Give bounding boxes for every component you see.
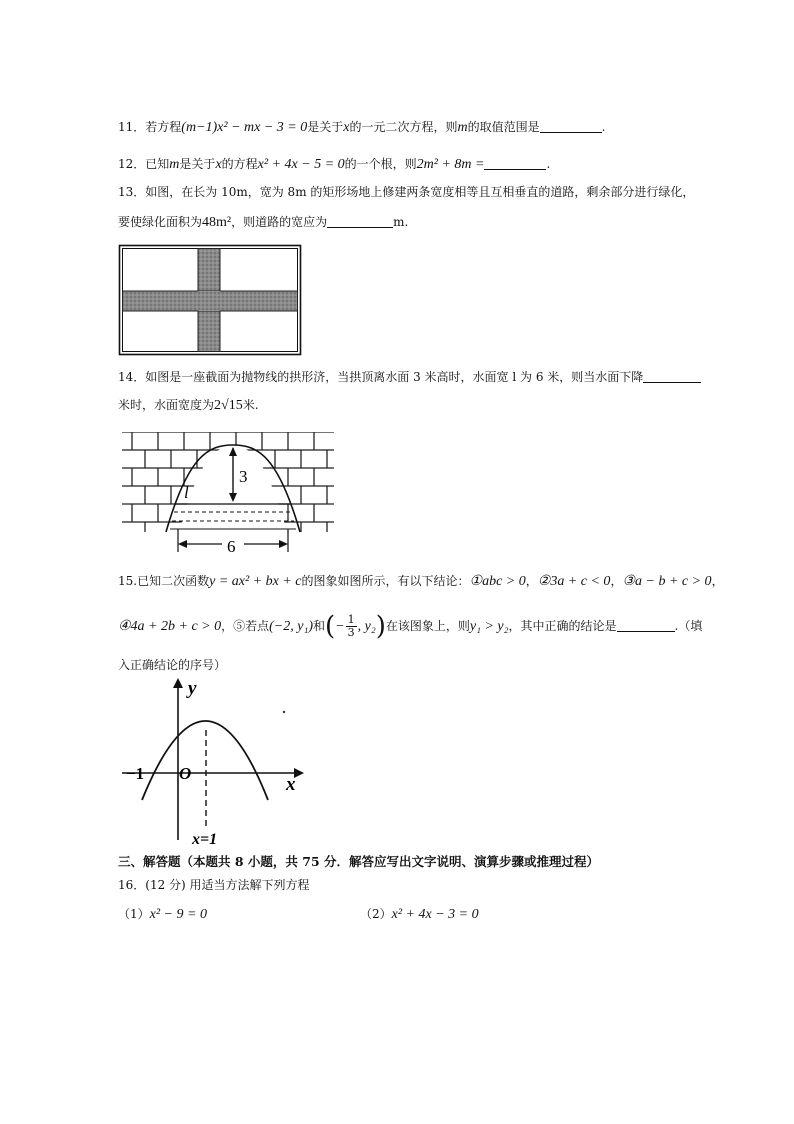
water-width-label: l xyxy=(184,483,189,502)
origin-label: O xyxy=(179,764,192,783)
answer-blank[interactable] xyxy=(484,156,546,170)
question-text: 的方程 xyxy=(221,157,258,171)
answer-blank[interactable] xyxy=(617,618,675,632)
x-axis-label: x xyxy=(286,774,296,795)
question-text: 是关于 xyxy=(307,120,344,134)
question-number: 11． xyxy=(118,120,146,134)
fraction: $\frac{1}{3}$ xyxy=(347,613,355,639)
equation: y = ax² + bx + c xyxy=(209,574,302,589)
point-1: (−2, y₁) xyxy=(269,619,313,634)
conclusion-4: ④4a + 2b + c > 0 xyxy=(118,619,222,634)
question-text: 已知 xyxy=(145,157,170,171)
height-label: 3 xyxy=(239,467,248,486)
tick-label-neg1: −1 xyxy=(126,764,145,783)
question-text: 米. xyxy=(242,398,259,412)
field-figure xyxy=(118,244,302,356)
question-number: 15. xyxy=(118,574,138,588)
question-text: 在该图象上，则 xyxy=(385,619,470,633)
question-text: .（填 xyxy=(674,619,703,633)
question-text: 如图，在长为 10m，宽为 8m 的矩形场地上修建两条宽度相等且互相垂直的道路，剩余部分进行绿化， xyxy=(145,185,695,199)
part-label: （1） xyxy=(118,907,150,921)
question-text: 的图象如图所示，有以下结论： xyxy=(301,574,470,588)
symmetry-axis-label: x=1 xyxy=(192,831,218,848)
punctuation: . xyxy=(546,157,551,171)
question-16-part1 xyxy=(118,905,207,924)
question-13 xyxy=(118,183,694,201)
question-text: 如图是一座截面为抛物线的拱形济，当拱顶离水面 3 米高时，水面宽 l 为 6 米，则当水面下降 xyxy=(145,370,644,384)
arrow-head xyxy=(229,447,237,456)
question-15: 15.已知二次函数y = ax² + bx + c的图象如图所示，有以下结论：①abc > 0，②3a + c < 0，③a − b + c > 0， xyxy=(118,574,724,589)
question-16-part2 xyxy=(360,905,479,924)
expression: 2m² + 8m = xyxy=(416,157,485,172)
question-13-line2 xyxy=(118,213,408,232)
conclusion-3: ③a − b + c > 0 xyxy=(622,574,712,589)
parabola-curve xyxy=(142,721,268,800)
question-text: ，其中正确的结论是 xyxy=(508,619,617,633)
question-12 xyxy=(118,155,550,174)
conclusion-1: ①abc > 0 xyxy=(469,574,526,589)
answer-blank[interactable] xyxy=(643,369,701,383)
brick-wall xyxy=(122,432,334,532)
question-15-line2: ④4a + 2b + c > 0，⑤若点(−2, y₁)和(− $\frac{1}{3}$ , y₂)在该图象上，则y₁ > y₂，其中正确的结论是 .（填 xyxy=(118,611,703,642)
width-value: 2√15 xyxy=(214,398,243,413)
width-label: 6 xyxy=(227,537,236,556)
question-16-stem: 16．(12 分) 用适当方法解下列方程 xyxy=(118,878,310,892)
question-text: 是关于 xyxy=(179,157,216,171)
equation: x² − 9 = 0 xyxy=(149,907,207,922)
equation: x² + 4x − 3 = 0 xyxy=(391,907,479,922)
question-text: 的一元二次方程，则 xyxy=(349,120,458,134)
conclusion-2: ②3a + c < 0 xyxy=(537,574,611,589)
question-text: 米时，水面宽度为 xyxy=(118,398,215,412)
question-text: 若方程 xyxy=(145,120,182,134)
variable: m xyxy=(457,120,468,135)
question-number: 13． xyxy=(118,185,146,199)
road-intersection xyxy=(198,291,220,311)
x-axis-arrow xyxy=(294,768,304,778)
question-text: 要使绿化面积为 xyxy=(118,215,203,229)
point-2-sign: − xyxy=(335,619,345,634)
question-14-line2 xyxy=(118,396,259,415)
equation: x² + 4x − 5 = 0 xyxy=(257,157,345,172)
area-value: 48m² xyxy=(202,215,232,230)
part-label: （2） xyxy=(360,907,392,921)
y-axis-arrow xyxy=(173,678,183,688)
section-title: 三、解答题（本题共 8 小题，共 75 分．解答应写出文字说明、演算步骤或推理过程） xyxy=(118,854,600,869)
comparison: y₁ > y₂ xyxy=(469,619,509,634)
question-text: ⑤若点 xyxy=(233,619,270,633)
equation: (m−1)x² − mx − 3 = 0 xyxy=(181,120,308,135)
question-text: 的取值范围是 xyxy=(467,120,540,134)
arch-bridge-figure xyxy=(118,428,338,556)
punctuation: . xyxy=(601,120,606,134)
question-11 xyxy=(118,118,605,137)
question-text: ，则道路的宽应为 xyxy=(231,215,328,229)
question-14 xyxy=(118,368,701,386)
parabola-graph xyxy=(118,672,308,848)
variable: m xyxy=(169,157,180,172)
answer-blank[interactable] xyxy=(540,119,602,133)
variable: x xyxy=(215,157,222,172)
unit: m. xyxy=(393,215,409,229)
question-number: 12． xyxy=(118,157,146,171)
question-text: 的一个根，则 xyxy=(344,157,417,171)
arrow-head xyxy=(229,493,237,502)
stray-dot xyxy=(283,711,285,713)
question-text: 入正确结论的序号） xyxy=(118,658,227,672)
question-text: 已知二次函数 xyxy=(137,574,210,588)
question-number: 14． xyxy=(118,370,146,384)
y-axis-label: y xyxy=(188,678,197,699)
answer-blank[interactable] xyxy=(327,214,393,228)
question-text: 和 xyxy=(313,619,326,633)
variable: x xyxy=(343,120,350,135)
point-2-y: , y₂ xyxy=(357,619,376,634)
